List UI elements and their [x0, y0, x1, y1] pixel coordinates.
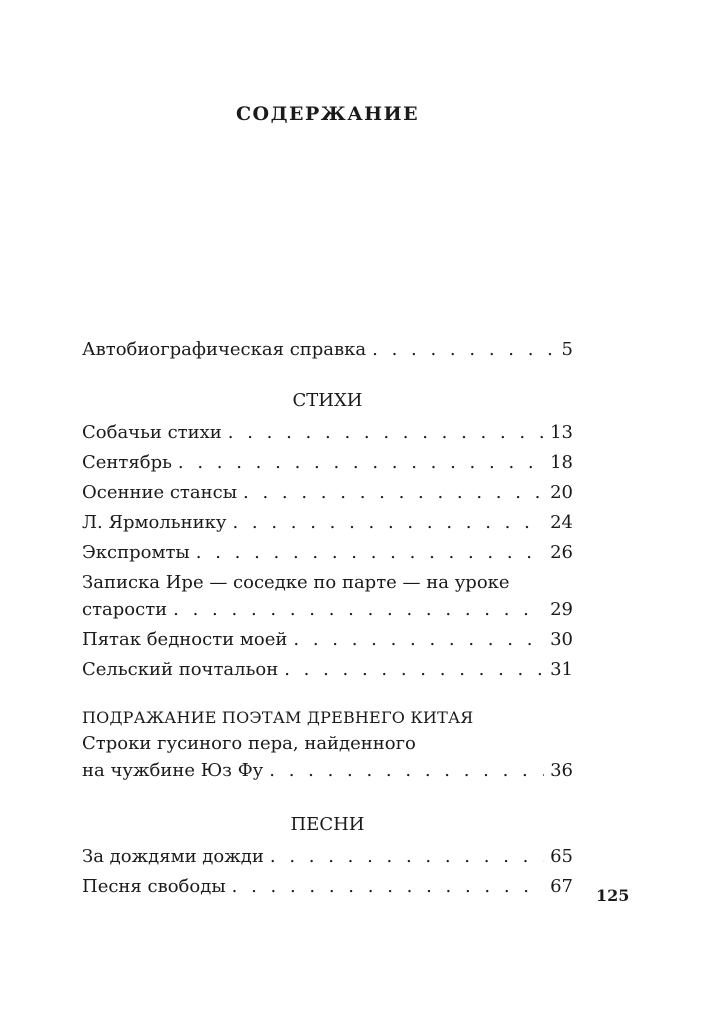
page-title: СОДЕРЖАНИЕ: [235, 103, 420, 125]
section-heading: ПОДРАЖАНИЕ ПОЭТАМ ДРЕВНЕГО КИТАЯ: [82, 708, 474, 727]
toc-entry[interactable]: [82, 422, 573, 452]
entry-title: Пятак бедности моей: [82, 629, 288, 650]
dot-leader: [232, 876, 544, 897]
entry-page: 29: [550, 599, 573, 620]
dot-leader: [269, 760, 544, 781]
dot-leader: [232, 512, 544, 533]
entry-page: 5: [561, 339, 573, 360]
entry-title: Экспромты: [82, 542, 190, 563]
toc-entry[interactable]: [82, 542, 573, 572]
table-of-contents: [82, 339, 573, 906]
dot-leader: [173, 599, 544, 620]
entry-page: 20: [550, 482, 573, 503]
entry-page: 13: [550, 422, 573, 443]
toc-entry[interactable]: [82, 876, 573, 906]
entry-page: 67: [550, 876, 573, 897]
entry-title-line1: Записка Ире — соседке по парте — на уроке: [82, 572, 510, 593]
entry-title-line2: на чужбине Юз Фу: [82, 760, 264, 781]
entry-title: Собачьи стихи: [82, 422, 222, 443]
entry-title-line2: старости: [82, 599, 168, 620]
dot-leader: [284, 659, 544, 680]
entry-title: Сельский почтальон: [82, 659, 279, 680]
toc-entry[interactable]: [82, 659, 573, 689]
page-number: 125: [596, 886, 630, 905]
entry-page: 30: [550, 629, 573, 650]
toc-entry[interactable]: [82, 512, 573, 542]
dot-leader: [372, 339, 555, 360]
toc-entry[interactable]: [82, 733, 573, 790]
dot-leader: [178, 452, 544, 473]
dot-leader: [196, 542, 544, 563]
section-heading: СТИХИ: [292, 390, 363, 411]
toc-entry[interactable]: [82, 482, 573, 512]
dot-leader: [293, 629, 544, 650]
entry-title: Песня свободы: [82, 876, 226, 897]
entry-page: 36: [550, 760, 573, 781]
dot-leader: [270, 846, 544, 867]
entry-page: 24: [550, 512, 573, 533]
toc-entry[interactable]: [82, 452, 573, 482]
dot-leader: [243, 482, 544, 503]
entry-title: Автобиографическая справка: [82, 339, 367, 360]
entry-page: 26: [550, 542, 573, 563]
entry-page: 18: [550, 452, 573, 473]
toc-entry[interactable]: [82, 846, 573, 876]
entry-title: Сентябрь: [82, 452, 172, 473]
toc-entry[interactable]: [82, 572, 573, 629]
entry-title: За дождями дожди: [82, 846, 264, 867]
entry-page: 65: [550, 846, 573, 867]
section-heading: ПЕСНИ: [290, 814, 365, 835]
entry-title: Осенние стансы: [82, 482, 238, 503]
toc-entry[interactable]: [82, 339, 573, 369]
entry-page: 31: [550, 659, 573, 680]
entry-title-line1: Строки гусиного пера, найденного: [82, 733, 416, 754]
dot-leader: [228, 422, 544, 443]
toc-entry[interactable]: [82, 629, 573, 659]
entry-title: Л. Ярмольнику: [82, 512, 227, 533]
